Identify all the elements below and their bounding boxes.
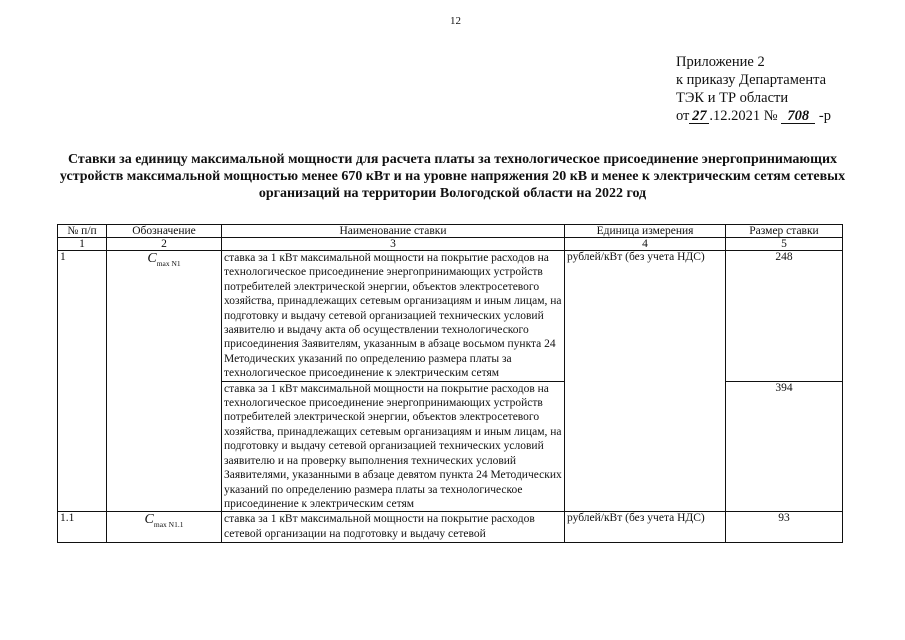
column-number-row	[58, 238, 843, 251]
date-rest: .12.2021 №	[709, 108, 778, 124]
table-header-row	[58, 225, 843, 238]
rate-name: ставка за 1 кВт максимальной мощности на покрытие расходов на технологическое присоединение энергопринимающих устройств потребителей электрической энергии, объектов электросетевого хозяйства, принадлежащих сетевым организациям и иным лицам, на подготовку и выдачу сетевой организацией технических условий заявителю и выдачу акта об осуществлении технологического присоединения Заявителям, указанным в абзаце восьмом пункта 24 Методических указаний по определению размера платы за технологическое присоединение к электрическим сетям	[222, 251, 565, 382]
handwritten-order-number: 708	[781, 109, 815, 124]
date-prefix: от	[676, 108, 690, 124]
rate-name: ставка за 1 кВт максимальной мощности на покрытие расходов сетевой организации на подготовку и выдачу сетевой	[222, 512, 565, 543]
header-num: № п/п	[58, 225, 107, 238]
appendix-line-3: ТЭК и ТР области	[676, 90, 789, 106]
column-number: 1	[58, 238, 107, 251]
appendix-block	[676, 53, 831, 125]
column-number: 3	[222, 238, 565, 251]
page-number: 12	[450, 15, 461, 27]
row-number: 1	[58, 251, 107, 512]
formula-symbol: $C_{max N1.1}$	[107, 512, 222, 543]
appendix-line-2: к приказу Департамента	[676, 72, 827, 88]
appendix-date-line	[676, 107, 831, 125]
row-number: 1.1	[58, 512, 107, 543]
column-number: 5	[726, 238, 843, 251]
column-number: 2	[107, 238, 222, 251]
handwritten-day: 27	[689, 109, 709, 124]
table-row	[58, 251, 843, 382]
header-symbol: Обозначение	[107, 225, 222, 238]
order-suffix: -р	[818, 108, 831, 124]
rate-name: ставка за 1 кВт максимальной мощности на покрытие расходов на технологическое присоединение энергопринимающих устройств потребителей электрической энергии, объектов электросетевого хозяйства, принадлежащих сетевым организациям и иным лицам, на подготовку и выдачу сетевой организацией технических условий заявителю и на проверку выполнения технических условий Заявителями, указанными в абзаце девятом пункта 24 Методических указаний по определению размера платы за технологическое присоединение к электрическим сетям	[222, 381, 565, 512]
rate-value: 93	[726, 512, 843, 543]
column-number: 4	[565, 238, 726, 251]
rate-value: 248	[726, 251, 843, 382]
formula-symbol: $C_{max N1}$	[107, 251, 222, 512]
table-row	[58, 512, 843, 543]
document-title: Ставки за единицу максимальной мощности для расчета платы за технологическое присоединение энергопринимающих устройств максимальной мощностью менее 670 кВт и на уровне напряжения 20 кВ и менее к электрическим сетям сетевых организаций на территории Вологодской области на 2022 год	[59, 152, 846, 201]
rate-unit: рублей/кВт (без учета НДС)	[565, 251, 726, 512]
header-value: Размер ставки	[726, 225, 843, 238]
rates-table	[57, 224, 843, 543]
rate-value: 394	[726, 381, 843, 512]
appendix-line-1: Приложение 2	[676, 54, 765, 70]
rate-unit: рублей/кВт (без учета НДС)	[565, 512, 726, 543]
header-unit: Единица измерения	[565, 225, 726, 238]
header-name: Наименование ставки	[222, 225, 565, 238]
